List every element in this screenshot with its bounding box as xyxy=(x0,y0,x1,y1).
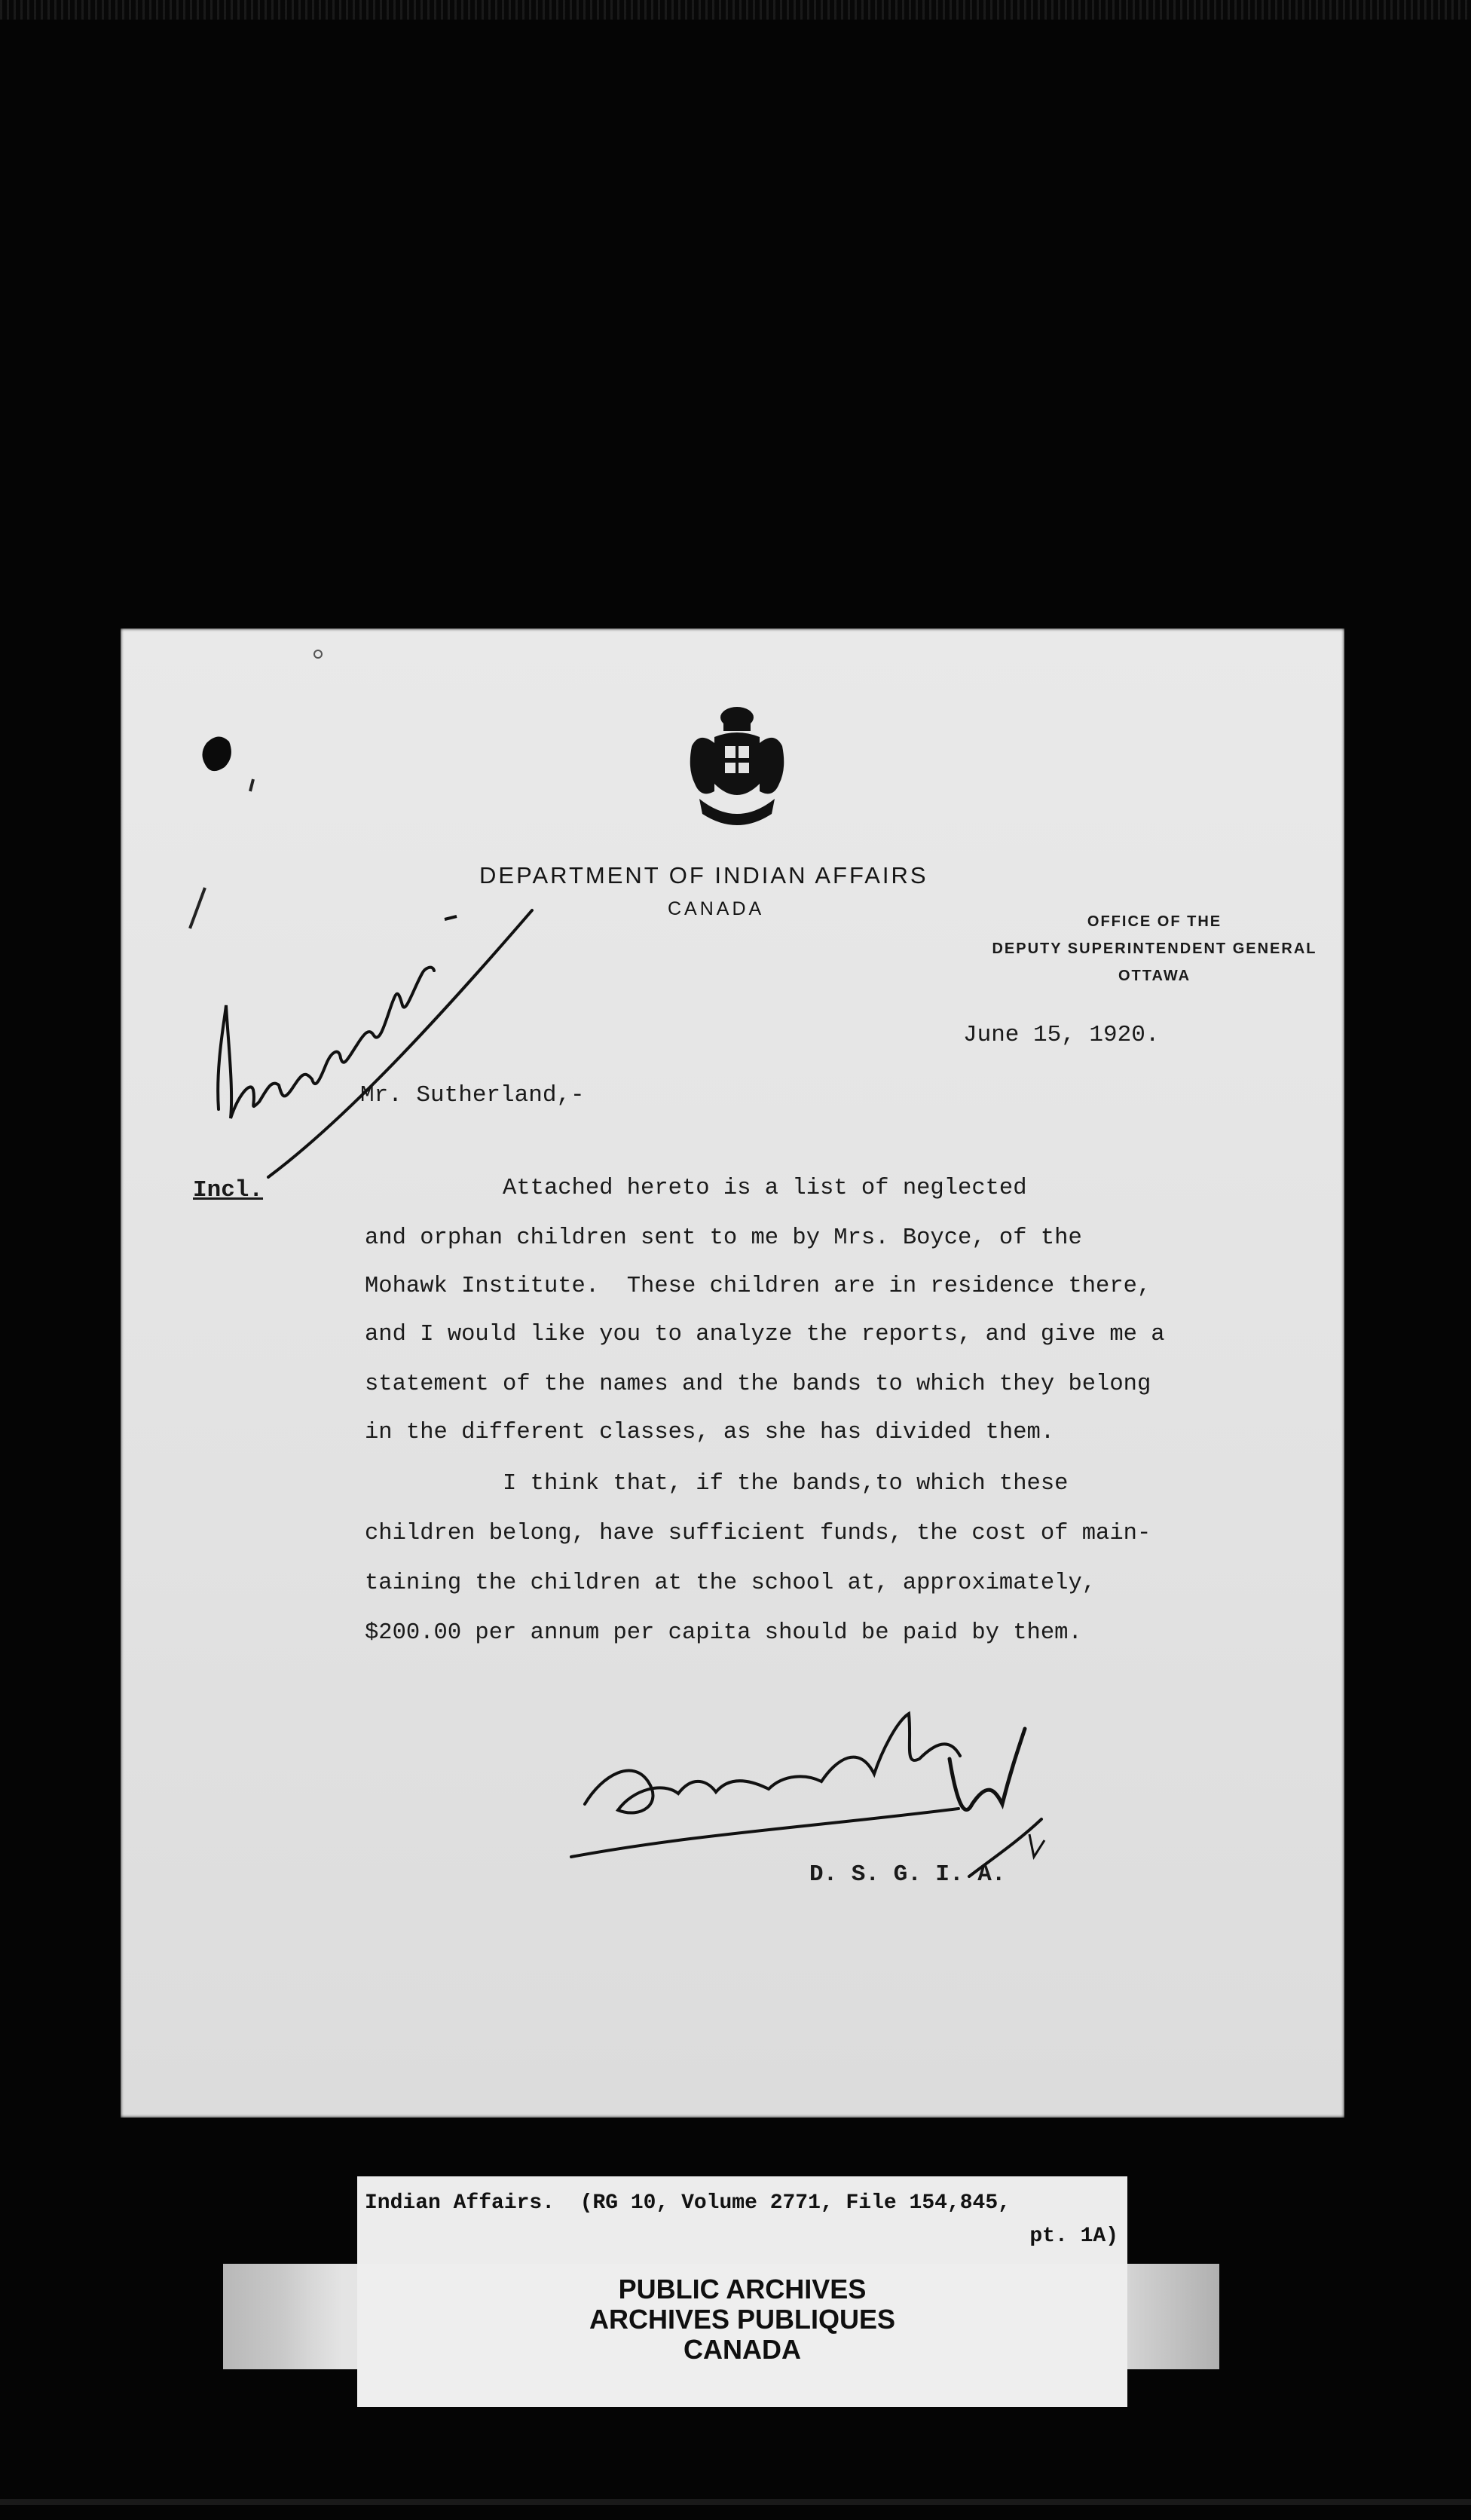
office-line-3: OTTAWA xyxy=(1118,968,1191,984)
enclosure-marker: Incl. xyxy=(193,1177,264,1203)
body-line-5: statement of the names and the bands to which they belong xyxy=(365,1372,1151,1397)
body-line-8: children belong, have sufficient funds, the cost of main- xyxy=(365,1521,1151,1546)
body-line-3: Mohawk Institute. These children are in residence there, xyxy=(365,1274,1151,1299)
body-line-2: and orphan children sent to me by Mrs. Boyce, of the xyxy=(365,1225,1082,1251)
office-line-1: OFFICE OF THE xyxy=(1087,913,1222,930)
archive-stamp-line-1: PUBLIC ARCHIVES xyxy=(618,2274,867,2304)
film-edge-bottom xyxy=(0,2499,1471,2505)
body-line-6: in the different classes, as she has divided them. xyxy=(365,1420,1055,1445)
body-line-10: $200.00 per annum per capita should be paid by them. xyxy=(365,1620,1082,1646)
body-line-9: taining the children at the school at, approximately, xyxy=(365,1570,1096,1596)
department-country: CANADA xyxy=(668,898,765,919)
office-line-2: DEPUTY SUPERINTENDENT GENERAL xyxy=(992,940,1317,957)
film-edge-top xyxy=(0,0,1471,20)
archive-stamp xyxy=(357,2264,1127,2407)
archive-stamp-line-3: CANADA xyxy=(684,2334,801,2365)
department-name: DEPARTMENT OF INDIAN AFFAIRS xyxy=(479,862,928,888)
letter-date: June 15, 1920. xyxy=(963,1022,1160,1048)
archive-reference-line-1: Indian Affairs. (RG 10, Volume 2771, File 154,845, xyxy=(365,2191,1011,2215)
archive-reference-label xyxy=(357,2176,1127,2264)
body-line-1: Attached hereto is a list of neglected xyxy=(365,1176,1027,1201)
body-line-4: and I would like you to analyze the reports, and give me a xyxy=(365,1322,1165,1347)
archive-reference-line-2: pt. 1A) xyxy=(1029,2225,1118,2248)
archive-stamp-line-2: ARCHIVES PUBLIQUES xyxy=(589,2304,896,2335)
letter-salutation: Mr. Sutherland,- xyxy=(360,1082,585,1109)
coat-of-arms-icon xyxy=(684,701,790,836)
letter-page xyxy=(121,628,1344,2118)
signature-title: D. S. G. I. A. xyxy=(809,1861,1006,1888)
body-line-7: I think that, if the bands,to which these xyxy=(365,1471,1069,1497)
